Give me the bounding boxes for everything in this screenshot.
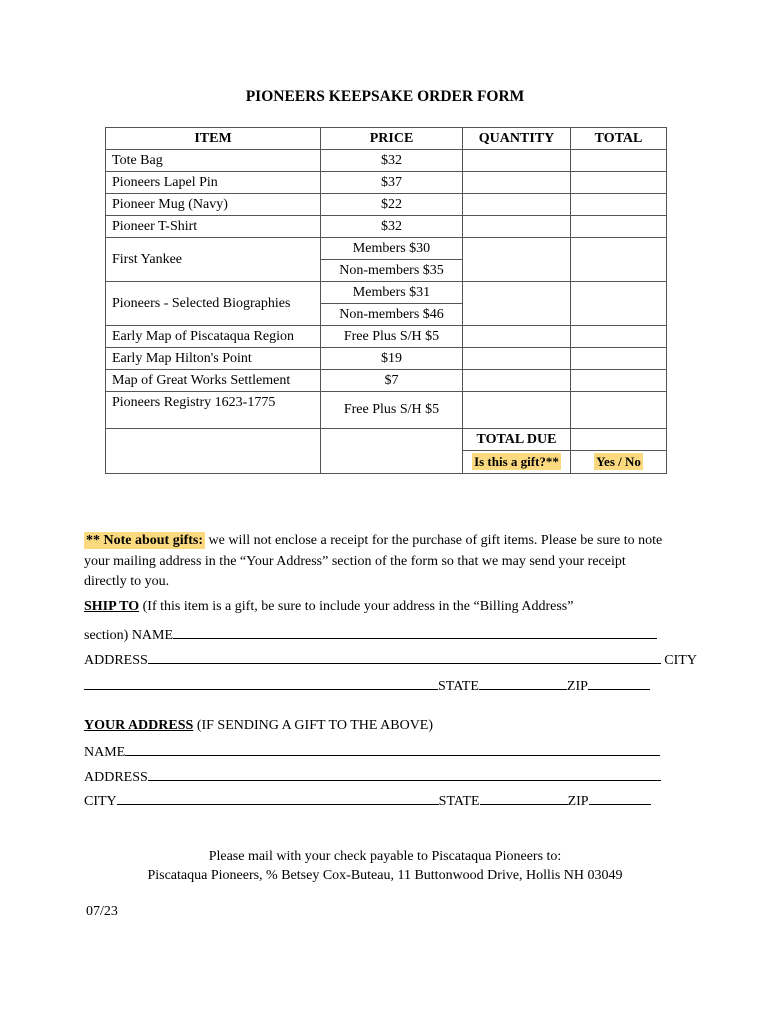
quantity-field[interactable] <box>463 348 571 370</box>
your-name-label: NAME <box>84 745 126 760</box>
your-address-heading-line <box>84 718 433 734</box>
quantity-field[interactable] <box>463 172 571 194</box>
quantity-field[interactable] <box>463 216 571 238</box>
item-cell: Pioneer Mug (Navy) <box>106 194 321 216</box>
form-title: PIONEERS KEEPSAKE ORDER FORM <box>245 88 525 105</box>
ship-to-zip-label: ZIP <box>566 679 588 694</box>
price-cell: Free Plus S/H $5 <box>321 392 463 429</box>
total-field[interactable] <box>571 326 667 348</box>
gift-note-label: ** Note about gifts: <box>86 533 204 548</box>
your-address-line <box>84 768 661 786</box>
gift-yes-no[interactable]: Yes / No <box>596 454 641 469</box>
table-row <box>106 194 667 216</box>
your-state-field[interactable] <box>480 792 568 805</box>
your-address-field[interactable] <box>148 768 661 781</box>
ship-to-heading-line <box>84 599 573 615</box>
table-row <box>106 282 667 304</box>
ship-to-state-field[interactable] <box>479 677 567 690</box>
price-cell: $32 <box>321 216 463 238</box>
total-due-row <box>106 429 667 451</box>
price-cell-nonmembers: Non-members $35 <box>321 260 463 282</box>
item-cell: Pioneers - Selected Biographies <box>106 282 321 326</box>
ship-to-name-label: section) NAME <box>84 628 174 643</box>
quantity-field[interactable] <box>463 194 571 216</box>
total-field[interactable] <box>571 172 667 194</box>
item-cell: Map of Great Works Settlement <box>106 370 321 392</box>
form-version-code: 07/23 <box>86 904 118 919</box>
header-total: TOTAL <box>571 128 667 150</box>
total-due-field[interactable] <box>571 429 667 451</box>
ship-to-name-line <box>84 626 657 644</box>
price-cell: $19 <box>321 348 463 370</box>
item-cell: Pioneers Registry 1623-1775 <box>106 392 321 429</box>
item-cell: Early Map of Piscataqua Region <box>106 326 321 348</box>
item-cell: Pioneers Lapel Pin <box>106 172 321 194</box>
price-cell: Free Plus S/H $5 <box>321 326 463 348</box>
your-state-label: STATE <box>438 794 480 809</box>
table-header-row <box>106 128 667 150</box>
table-row <box>106 370 667 392</box>
gift-answer-cell[interactable] <box>571 451 667 474</box>
quantity-field[interactable] <box>463 238 571 282</box>
your-zip-field[interactable] <box>589 792 651 805</box>
header-quantity: QUANTITY <box>463 128 571 150</box>
total-field[interactable] <box>571 238 667 282</box>
empty-cell <box>321 429 463 474</box>
total-field[interactable] <box>571 348 667 370</box>
total-field[interactable] <box>571 150 667 172</box>
your-city-label: CITY <box>84 794 117 809</box>
your-city-state-zip-line <box>84 792 651 810</box>
total-due-label: TOTAL DUE <box>463 429 571 451</box>
table-row <box>106 392 667 429</box>
quantity-field[interactable] <box>463 370 571 392</box>
price-cell-members: Members $30 <box>321 238 463 260</box>
price-cell-members: Members $31 <box>321 282 463 304</box>
ship-to-name-field[interactable] <box>173 626 657 639</box>
ship-to-state-zip-line <box>84 677 650 695</box>
total-field[interactable] <box>571 194 667 216</box>
gift-note <box>84 531 664 593</box>
your-address-instruction: (IF SENDING A GIFT TO THE ABOVE) <box>193 718 434 733</box>
price-cell: $22 <box>321 194 463 216</box>
quantity-field[interactable] <box>463 326 571 348</box>
price-cell: $37 <box>321 172 463 194</box>
mail-instruction: Please mail with your check payable to Piscataqua Pioneers to: <box>208 849 562 864</box>
your-address-label: ADDRESS <box>84 770 148 785</box>
total-field[interactable] <box>571 282 667 326</box>
your-zip-label: ZIP <box>567 794 589 809</box>
ship-to-address-field[interactable] <box>148 651 661 664</box>
mail-address: Piscataqua Pioneers, % Betsey Cox-Buteau, 11 Buttonwood Drive, Hollis NH 03049 <box>147 868 623 883</box>
table-row <box>106 216 667 238</box>
quantity-field[interactable] <box>463 150 571 172</box>
ship-to-heading: SHIP TO <box>84 599 140 614</box>
gift-question-cell <box>463 451 571 474</box>
ship-to-address-label: ADDRESS <box>84 653 148 668</box>
item-cell: First Yankee <box>106 238 321 282</box>
table-row <box>106 348 667 370</box>
price-cell: $32 <box>321 150 463 172</box>
gift-question: Is this a gift?** <box>474 454 559 469</box>
quantity-field[interactable] <box>463 282 571 326</box>
ship-to-city-label: CITY <box>664 653 697 668</box>
total-field[interactable] <box>571 216 667 238</box>
item-cell: Early Map Hilton's Point <box>106 348 321 370</box>
your-address-heading: YOUR ADDRESS <box>84 718 194 733</box>
your-name-line <box>84 743 660 761</box>
table-row <box>106 150 667 172</box>
order-table <box>105 127 667 474</box>
ship-to-city-field[interactable] <box>84 677 438 690</box>
item-cell: Pioneer T-Shirt <box>106 216 321 238</box>
empty-cell <box>106 429 321 474</box>
your-city-field[interactable] <box>117 792 439 805</box>
price-cell-nonmembers: Non-members $46 <box>321 304 463 326</box>
table-row <box>106 172 667 194</box>
table-row <box>106 238 667 260</box>
your-name-field[interactable] <box>125 743 660 756</box>
ship-to-address-line <box>84 651 697 669</box>
ship-to-instruction: (If this item is a gift, be sure to include your address in the “Billing Address” <box>139 599 574 614</box>
header-price: PRICE <box>321 128 463 150</box>
total-field[interactable] <box>571 392 667 429</box>
item-cell: Tote Bag <box>106 150 321 172</box>
quantity-field[interactable] <box>463 392 571 429</box>
gift-note-text: we will not enclose a receipt for the purchase of gift items. Please be sure to note your mailing address in the “Your Address” section of the form so that we may send your receipt directly to you. <box>84 533 663 589</box>
price-cell: $7 <box>321 370 463 392</box>
table-row <box>106 326 667 348</box>
header-item: ITEM <box>106 128 321 150</box>
total-field[interactable] <box>571 370 667 392</box>
ship-to-zip-field[interactable] <box>588 677 650 690</box>
ship-to-state-label: STATE <box>438 679 479 694</box>
